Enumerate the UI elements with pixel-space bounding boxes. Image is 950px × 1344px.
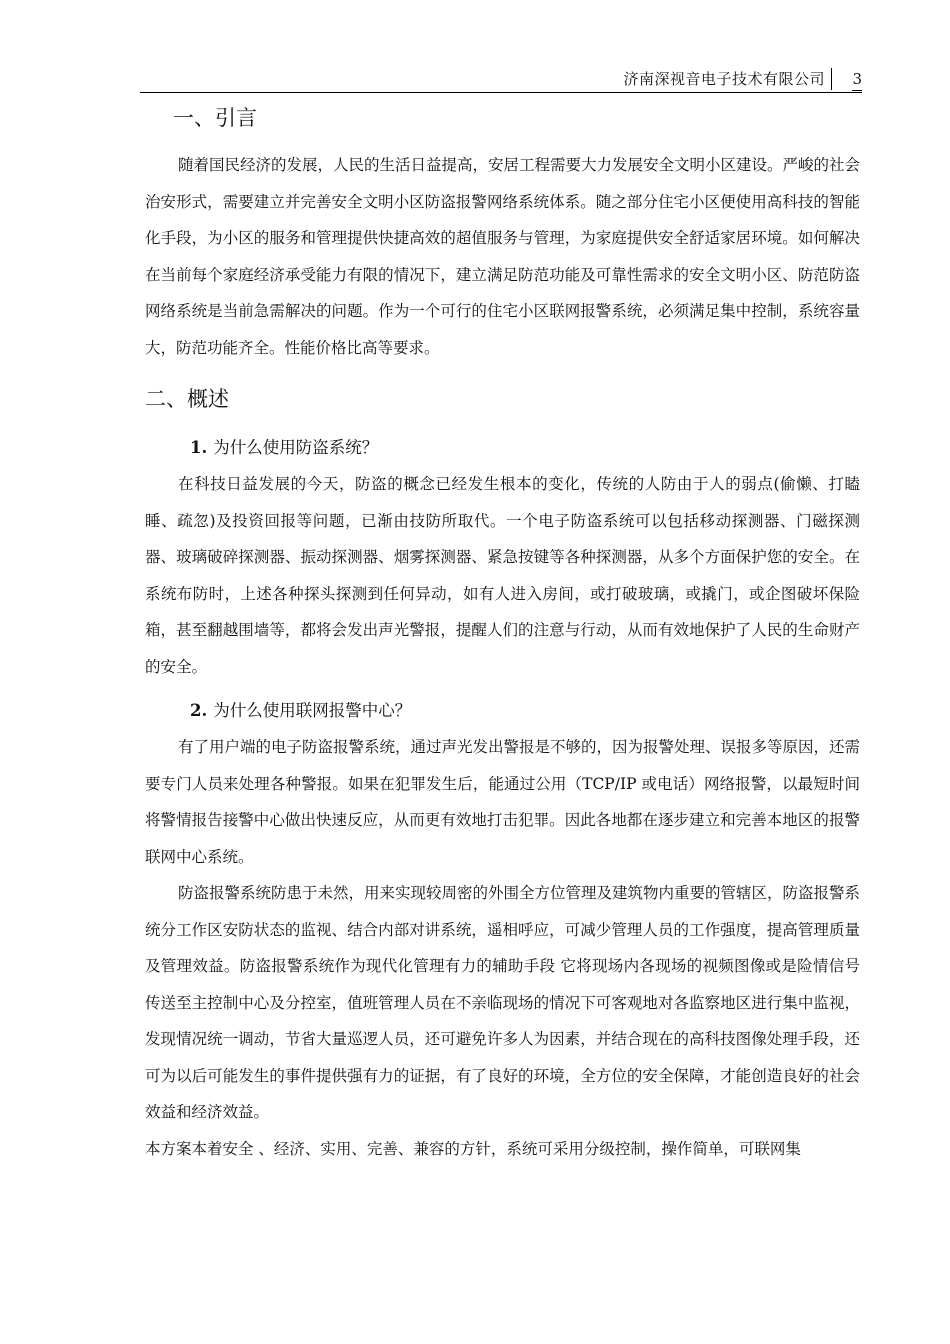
q2-paragraph-3: 本方案本着安全 、经济、实用、完善、兼容的方针，系统可采用分级控制，操作简单，可联网集 bbox=[145, 1139, 801, 1158]
subsection-title-q1 bbox=[145, 430, 860, 466]
subsection-title-text: 为什么使用联网报警中心？ bbox=[213, 701, 412, 720]
subsection-title-text: 为什么使用防盗系统？ bbox=[213, 438, 379, 457]
intro-paragraph: 随着国民经济的发展，人民的生活日益提高，安居工程需要大力发展安全文明小区建设。严峻的社会治安形式，需要建立并完善安全文明小区防盗报警网络系统体系。随之部分住宅小区便使用高科技的智能化手段，为小区的服务和管理提供快捷高效的超值服务与管理，为家庭提供安全舒适家居环境。如何解决在当前每个家庭经济承受能力有限的情况下，建立满足防范功能及可靠性需求的安全文明小区、防范防盗网络系统是当前急需解决的问题。作为一个可行的住宅小区联网报警系统，必须满足集中控制，系统容量大，防范功能齐全。性能价格比高等要求。 bbox=[145, 156, 861, 357]
page-header bbox=[140, 62, 862, 93]
subsection-title-q2 bbox=[145, 693, 860, 729]
header-company-name: 济南深视音电子技术有限公司 bbox=[623, 68, 832, 90]
q2-paragraph-1: 有了用户端的电子防盗报警系统，通过声光发出警报是不够的，因为报警处理、误报多等原因，还需要专门人员来处理各种警报。如果在犯罪发生后，能通过公用（TCP/IP 或电话）网络报警，以最短时间将警情报告接警中心做出快速反应，从而更有效地打击犯罪。因此各地都在逐步建立和完善本地区的报警联网中心系统。 bbox=[145, 738, 861, 866]
document-body bbox=[145, 95, 860, 1167]
subsection-number: 1. bbox=[190, 438, 208, 457]
q1-paragraph: 在科技日益发展的今天，防盗的概念已经发生根本的变化，传统的人防由于人的弱点(偷懒、打瞌睡、疏忽)及投资回报等问题，已渐由技防所取代。一个电子防盗系统可以包括移动探测器、门磁探测器、玻璃破碎探测器、振动探测器、烟雾探测器、紧急按键等各种探测器，从多个方面保护您的安全。在系统布防时，上述各种探头探测到任何异动，如有人进入房间，或打破玻璃，或撬门，或企图破坏保险箱，甚至翻越围墙等，都将会发出声光警报，提醒人们的注意与行动，从而有效地保护了人民的生命财产的安全。 bbox=[145, 475, 860, 676]
header-page-number: 3 bbox=[852, 68, 862, 91]
subsection-number: 2. bbox=[190, 701, 208, 720]
section-title-intro: 一、引言 bbox=[173, 106, 257, 130]
section-title-overview: 二、概述 bbox=[145, 387, 229, 411]
q2-paragraph-2: 防盗报警系统防患于未然，用来实现较周密的外围全方位管理及建筑物内重要的管辖区，防盗报警系统分工作区安防状态的监视、结合内部对讲系统，遥相呼应，可减少管理人员的工作强度，提高管理质量及管理效益。防盗报警系统作为现代化管理有力的辅助手段 它将现场内各现场的视频图像或是险情信号传送至主控制中心及分控室，值班管理人员在不亲临现场的情况下可客观地对各监察地区进行集中监视，发现情况统一调动，节省大量巡逻人员，还可避免许多人为因素，并结合现在的高科技图像处理手段，还可为以后可能发生的事件提供强有力的证据，有了良好的环境，全方位的安全保障，才能创造良好的社会效益和经济效益。 bbox=[145, 884, 861, 1121]
